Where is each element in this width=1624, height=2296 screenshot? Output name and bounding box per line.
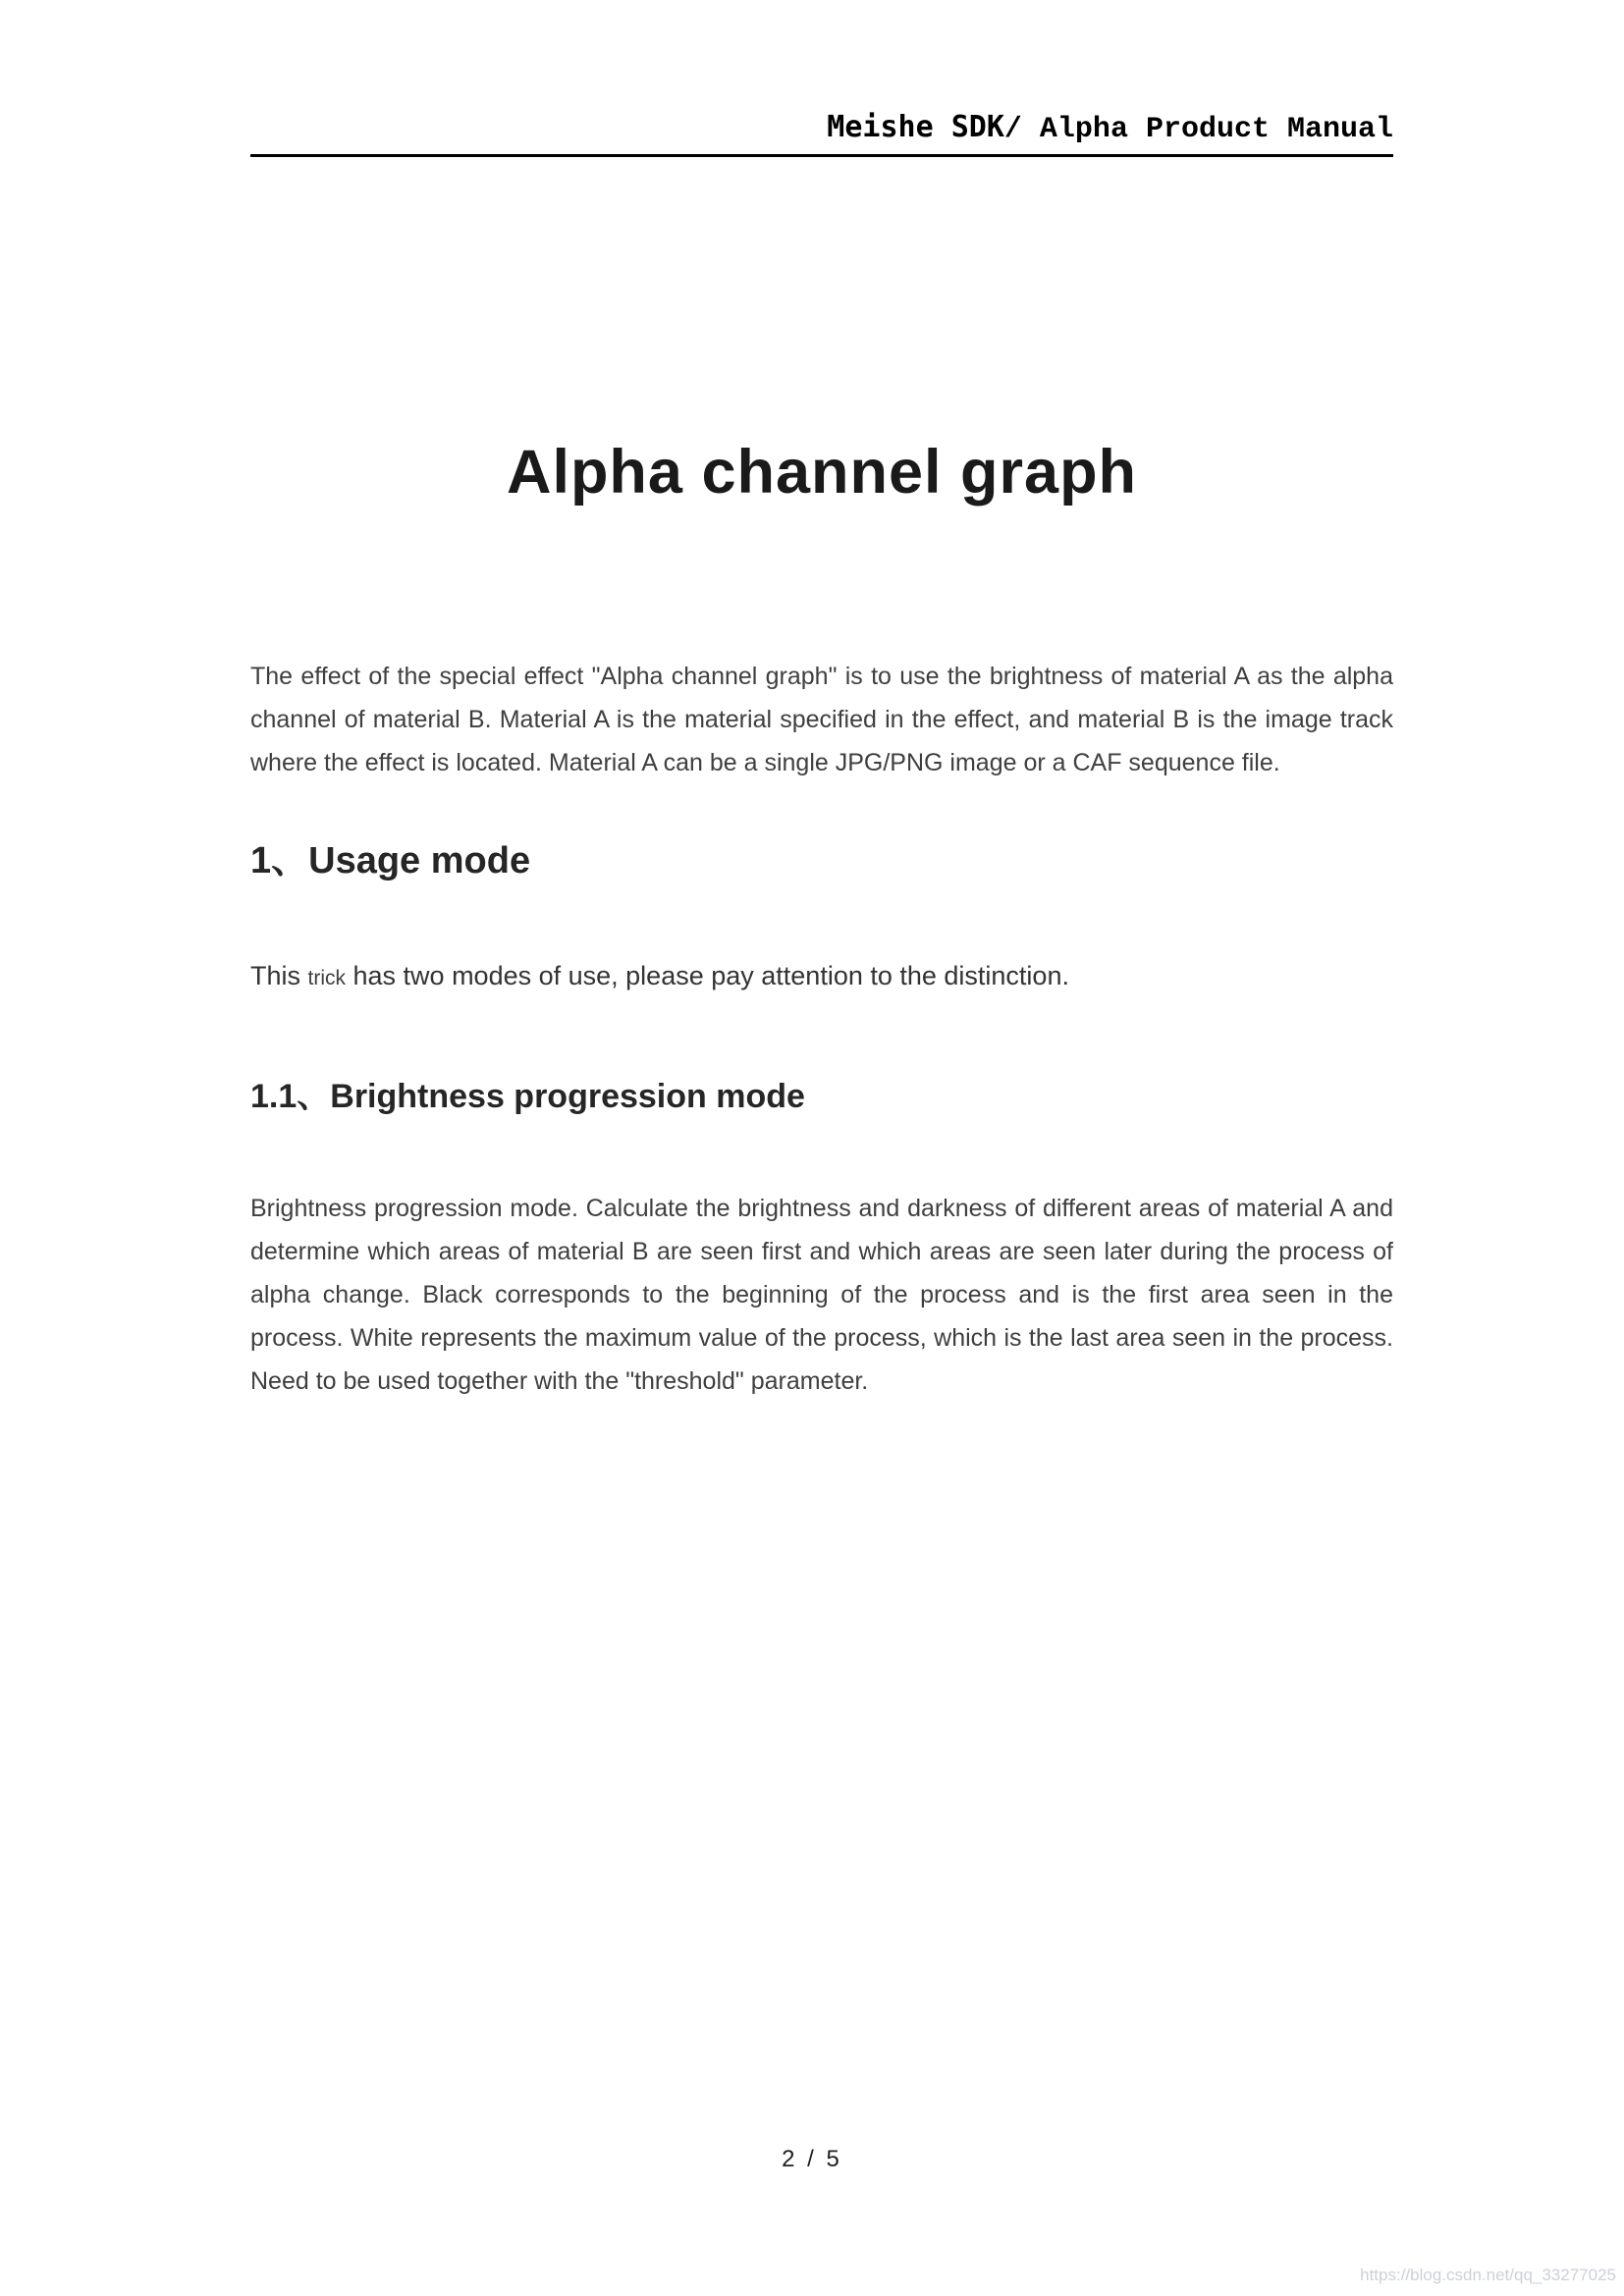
usage-sentence-post: has two modes of use, please pay attention to the distinction. — [346, 961, 1069, 990]
brightness-progression-paragraph: Brightness progression mode. Calculate the brightness and darkness of different areas of material A and determine which areas of material B are seen first and which areas are seen later during the process of alpha change. Black corresponds to the beginning of the process and is the first area seen in the process. White represents the maximum value of the process, which is the last area seen in the process. Need to be used together with the "threshold" parameter. — [250, 1195, 1393, 1395]
usage-sentence-small-word: trick — [307, 967, 347, 989]
usage-sentence-pre: This — [250, 961, 308, 990]
page-title: Alpha channel graph — [506, 438, 1138, 507]
section-heading-brightness-progression: 1.1、Brightness progression mode — [250, 1078, 805, 1115]
csdn-watermark: https://blog.csdn.net/qq_33277025 — [1360, 2266, 1616, 2284]
usage-mode-sentence — [250, 961, 1393, 993]
page-number: 2 / 5 — [782, 2146, 842, 2172]
page-header — [250, 0, 1393, 157]
section-heading-usage-mode: 1、Usage mode — [250, 840, 531, 881]
intro-paragraph: The effect of the special effect "Alpha channel graph" is to use the brightness of material A as the alpha channel of material B. Material A is the material specified in the effect, and material B is the image track where the effect is located. Material A can be a single JPG/PNG image or a CAF sequence file. — [250, 663, 1393, 776]
header-subtitle: / Alpha Product Manual — [1003, 113, 1393, 146]
header-brand: Meishe SDK — [827, 110, 1004, 144]
